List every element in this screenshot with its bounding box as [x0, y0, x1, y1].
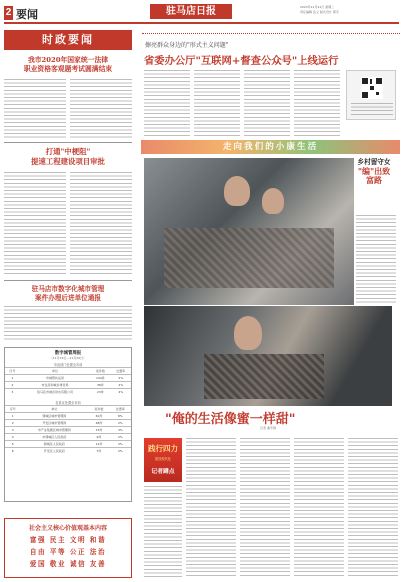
divider	[4, 280, 132, 281]
byline: 记者 谢芳锦	[260, 426, 276, 430]
feature-title-line2: "编"出致富路	[357, 166, 391, 185]
main-kicker: 擦亮群众身边的"形式主义问题"	[145, 42, 229, 49]
tag-line2: 建设现代化	[155, 457, 171, 461]
story-2	[4, 147, 132, 167]
tag-line1: 践行四力	[148, 444, 178, 453]
story-1-headline-line1: 我市2020年国家统一法律	[27, 56, 109, 64]
newspaper-logo: 驻马店日报	[150, 4, 232, 19]
feature-photo-bottom	[144, 306, 392, 406]
table-row: 3 驻马店市城乡供水有限公司 23件 4%	[5, 389, 131, 396]
story-2-body-right	[70, 172, 132, 276]
table-section-a	[5, 367, 131, 396]
table-row: 1 市城管执法局 194件 2%	[5, 375, 131, 382]
core-values-line3: 爱国 敬业 诚信 友善	[29, 560, 107, 568]
table-row: 2 开发区城市管理局 48件 2%	[5, 419, 131, 426]
qr-code-icon	[361, 77, 383, 99]
table-row: 1 驿城区城市管理局 61件 8%	[5, 412, 131, 419]
dateline	[300, 5, 339, 14]
story-1	[4, 56, 132, 74]
table-title: 数字城管周报	[54, 351, 82, 356]
story-3-body	[4, 306, 132, 342]
dateline-date: 2023年11月21日 星期二	[300, 5, 335, 9]
table-header-row	[5, 368, 131, 375]
story-1-body-left	[4, 79, 66, 139]
section-title: 要闻	[16, 8, 38, 21]
dotted-rule	[142, 33, 400, 34]
feature-body-col3	[294, 438, 344, 578]
main-body-col1	[144, 70, 190, 136]
feature-body-col1	[186, 438, 236, 578]
core-values-line2: 自由 平等 公正 法治	[29, 548, 107, 556]
table-header-cell: 序号	[5, 368, 20, 375]
story-2-headline-line2: 提速工程建设项目审批	[31, 157, 105, 166]
main-body-col4	[294, 70, 340, 136]
story-2-headline-line1: 打通"中梗阻"	[45, 147, 91, 156]
table-header-cell: 处置率	[111, 368, 131, 375]
story-1-headline-line2: 职业资格客观题考试圆满结束	[23, 65, 113, 73]
page-number: 2	[5, 7, 12, 18]
table-row: 3 市产业集聚区城市管理局 13件 3%	[5, 426, 131, 433]
table-section-a-title: 市直部门处置全市前	[53, 363, 83, 367]
table-header-row: 序号 单位 案件数 处置率	[5, 405, 131, 412]
story-3	[4, 285, 132, 303]
feature-photo-top	[144, 158, 354, 305]
qr-code-box	[346, 70, 396, 120]
data-table-box	[4, 347, 132, 502]
story-3-headline-line2: 案件办理后进单位通报	[35, 294, 101, 302]
table-row: 2 市住房和城乡建设局 36件 2%	[5, 382, 131, 389]
feature-body-col2	[240, 438, 290, 578]
core-values-line1: 富强 民主 文明 和谐	[29, 536, 107, 544]
core-values-box	[4, 518, 132, 578]
feature-title-box	[354, 158, 394, 218]
main-body-col2	[194, 70, 240, 136]
table-subtitle: （11月16日—11月20日）	[49, 356, 87, 360]
story-3-headline-line1: 驻马店市数字化城市管理	[31, 285, 105, 293]
table-section-b-title: 各县区处置全市前	[55, 400, 81, 405]
feature-intro-text	[356, 215, 396, 303]
table-row: 4 市驿城区人民政府 9件 2%	[5, 433, 131, 440]
table-section-b	[5, 405, 131, 455]
top-rule	[4, 22, 399, 24]
table-header-cell: 单位	[20, 368, 90, 375]
dateline-editors: 责任编辑 张义 版式设计 郭宇	[300, 9, 339, 14]
feature-body-col4	[348, 438, 398, 578]
main-body-col3	[244, 70, 290, 136]
tag-line3: 记者蹲点	[151, 469, 175, 475]
main-headline: 省委办公厅"互联网+督查公众号"上线运行	[144, 55, 339, 67]
core-values-title: 社会主义核心价值观基本内容	[28, 525, 107, 532]
story-1-body-right	[70, 79, 132, 139]
table-row: 6 开发区人民政府 7件 2%	[5, 447, 131, 454]
feature-title-line1: 乡村留守女	[357, 158, 391, 166]
table-row: 5 驿城区人民政府 11件 2%	[5, 440, 131, 447]
feature-body-col0	[144, 486, 182, 578]
section-tag	[144, 438, 182, 482]
table-header-cell: 案件数	[90, 368, 110, 375]
section-stripe-banner: 走向我们的小康生活	[141, 140, 400, 154]
divider	[4, 142, 132, 143]
left-banner: 时政要闻	[4, 30, 132, 50]
feature-quote-headline: "俺的生活像蜜一样甜"	[165, 412, 296, 427]
story-2-body-left	[4, 172, 66, 276]
